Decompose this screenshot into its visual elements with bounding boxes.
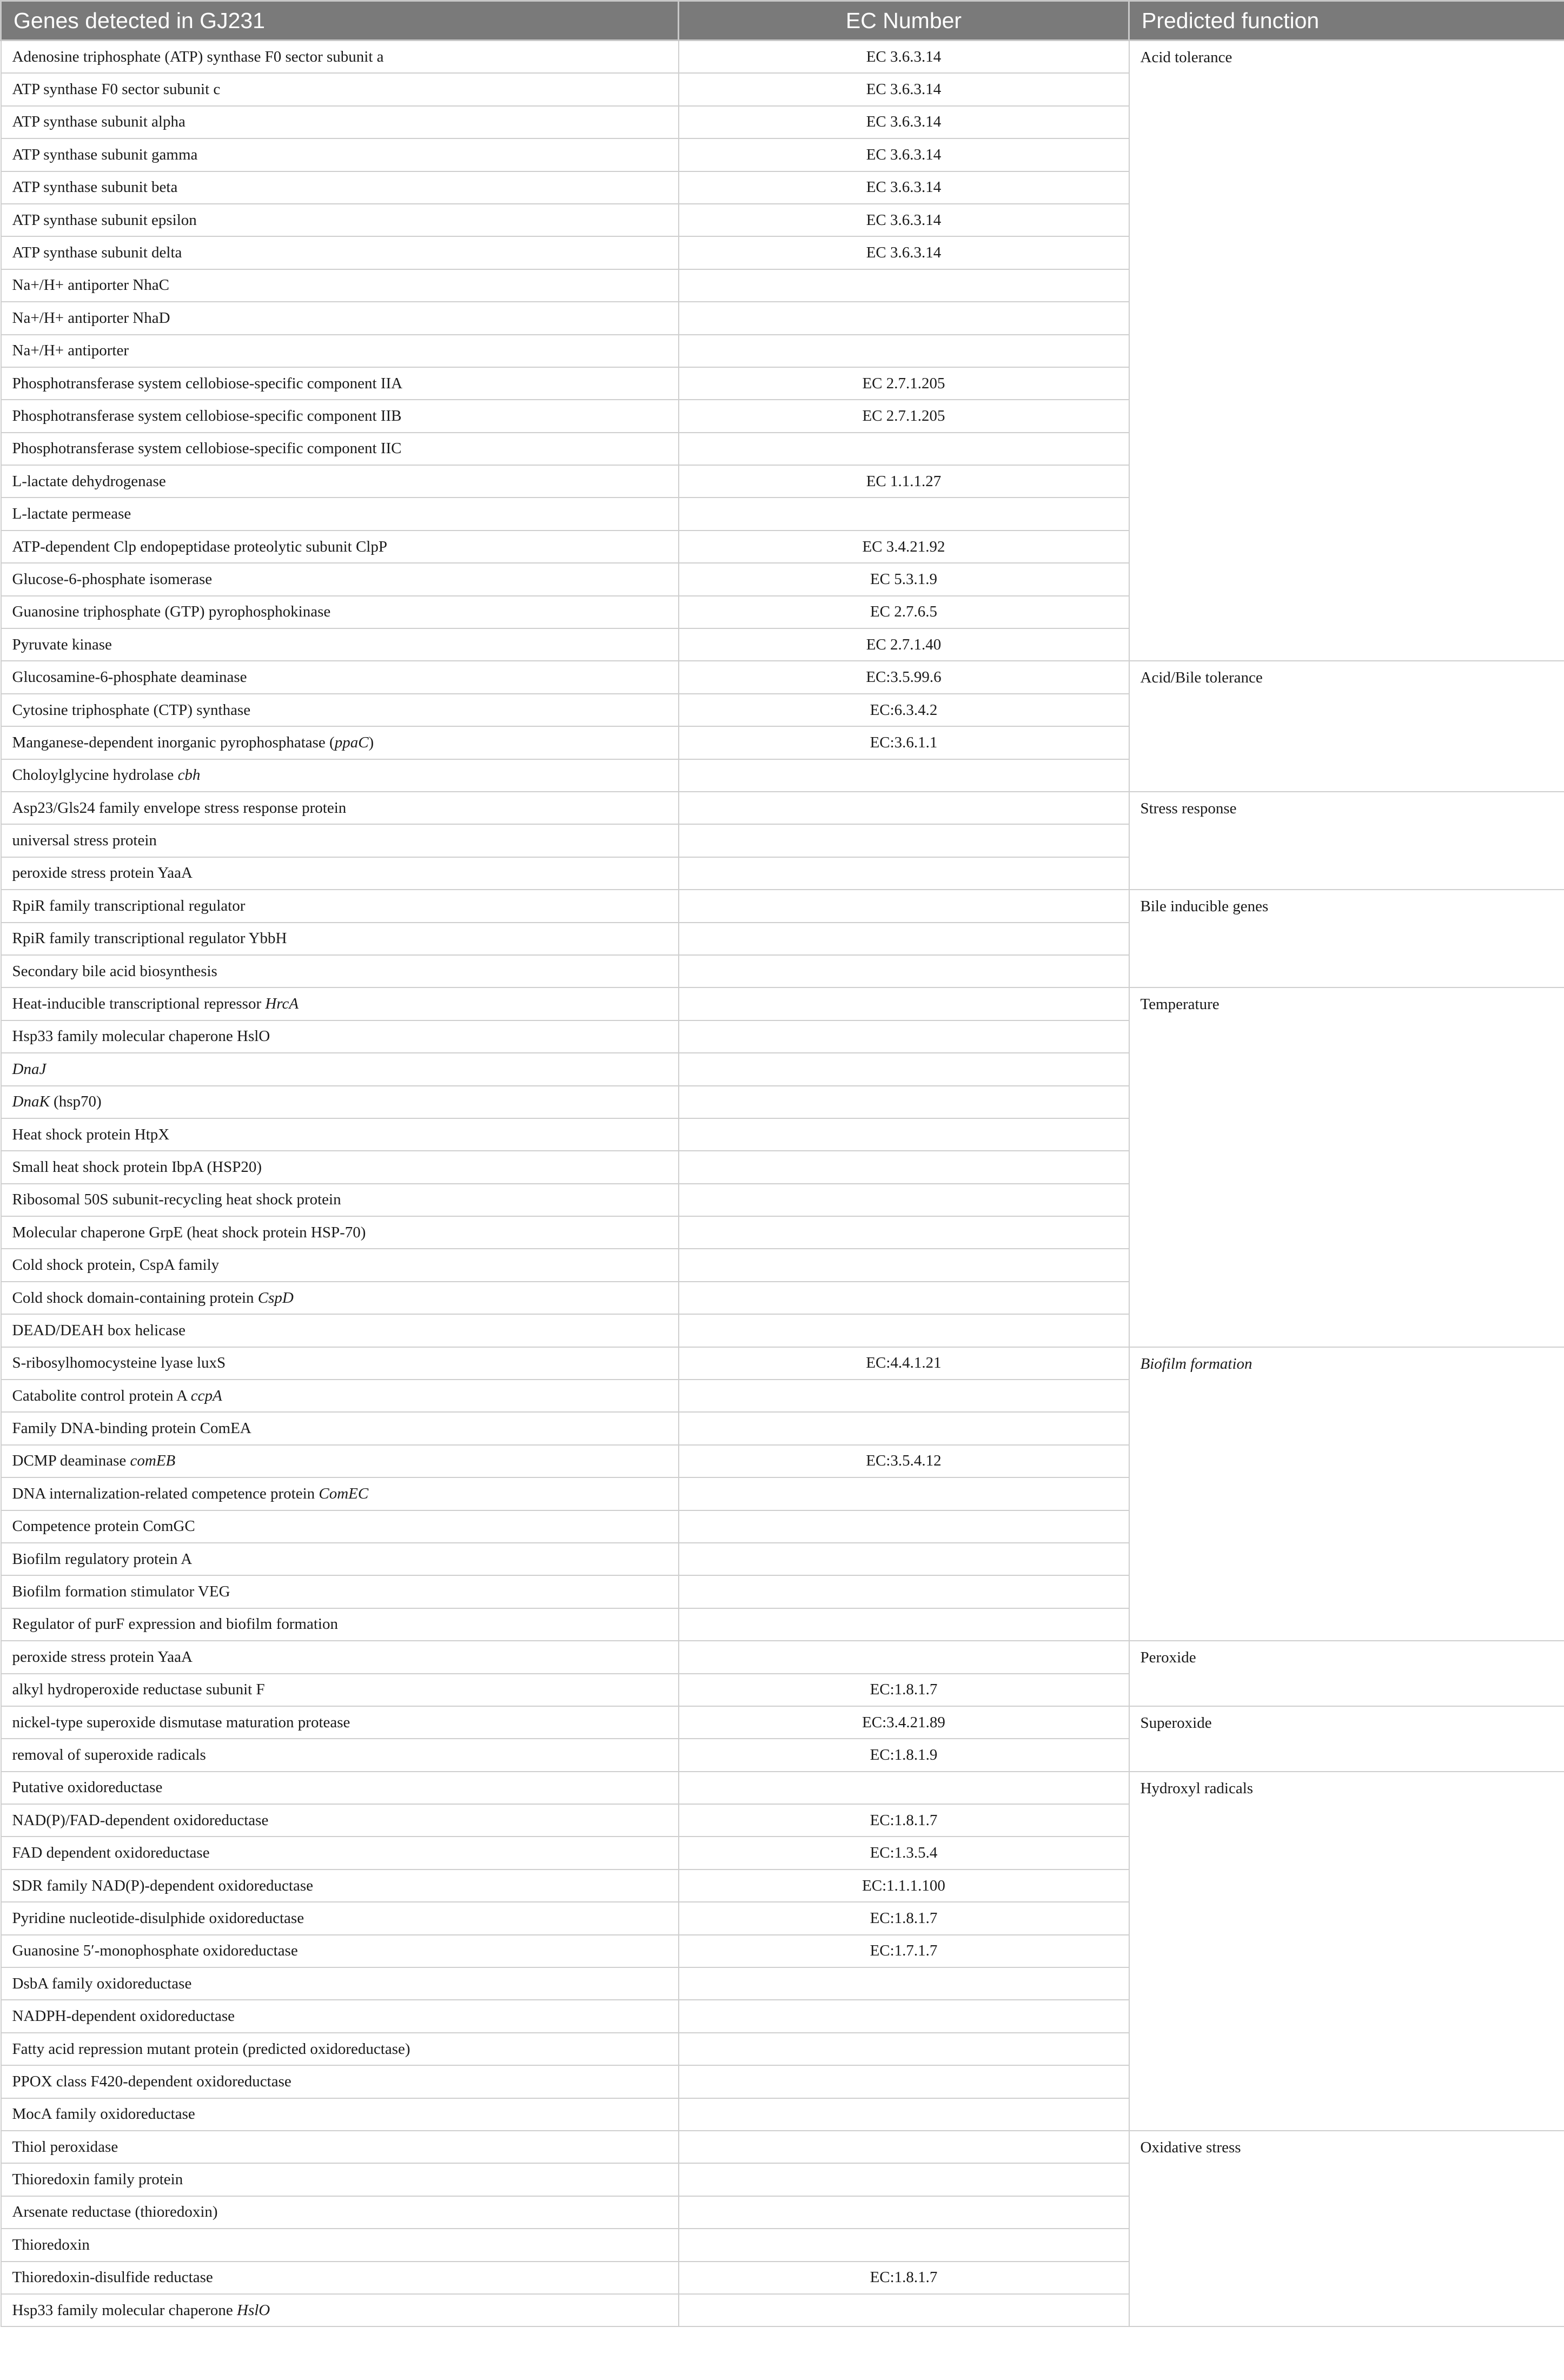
gene-name: Arsenate reductase (thioredoxin) — [12, 2203, 218, 2221]
gene-cell — [1, 1216, 679, 1249]
gene-name: Guanosine triphosphate (GTP) pyrophosphokinase — [12, 603, 331, 621]
ec-number-cell — [679, 1249, 1129, 1281]
gene-symbol: ppaC — [334, 733, 369, 751]
gene-name: Cytosine triphosphate (CTP) synthase — [12, 701, 251, 719]
gene-cell — [1, 367, 679, 400]
ec-number-cell — [679, 2098, 1129, 2131]
gene-cell — [1, 138, 679, 171]
gene-cell — [1, 1477, 679, 1510]
ec-number-cell — [679, 792, 1129, 824]
gene-cell — [1, 1772, 679, 1804]
gene-name: PPOX class F420-dependent oxidoreductase — [12, 2072, 291, 2090]
ec-number-cell — [679, 1608, 1129, 1641]
ec-number-cell — [679, 433, 1129, 465]
gene-name: Family DNA-binding protein ComEA — [12, 1420, 251, 1437]
gene-cell — [1, 824, 679, 857]
ec-number-cell — [679, 269, 1129, 302]
gene-name: Na+/H+ antiporter NhaD — [12, 309, 170, 327]
gene-name: alkyl hydroperoxide reductase subunit F — [12, 1681, 265, 1699]
gene-name: Cold shock domain-containing protein — [12, 1289, 258, 1307]
gene-name: Phosphotransferase system cellobiose-specific component IIA — [12, 374, 403, 392]
gene-name: Thiol peroxidase — [12, 2138, 118, 2156]
ec-number-cell: EC 3.6.3.14 — [679, 204, 1129, 236]
ec-number-cell — [679, 1282, 1129, 1314]
gene-name: Phosphotransferase system cellobiose-specific component IIB — [12, 407, 402, 425]
gene-cell — [1, 106, 679, 138]
gene-cell — [1, 204, 679, 236]
gene-cell — [1, 171, 679, 204]
ec-number-cell — [679, 1575, 1129, 1608]
gene-cell — [1, 1575, 679, 1608]
gene-name: ATP synthase subunit gamma — [12, 145, 198, 163]
ec-number-cell: EC 2.7.6.5 — [679, 596, 1129, 628]
gene-cell — [1, 1118, 679, 1151]
ec-number-cell: EC 2.7.1.205 — [679, 400, 1129, 432]
gene-cell — [1, 2262, 679, 2294]
gene-name: Phosphotransferase system cellobiose-specific component IIC — [12, 440, 402, 458]
gene-cell — [1, 759, 679, 792]
ec-number-cell: EC 5.3.1.9 — [679, 563, 1129, 595]
gene-cell — [1, 890, 679, 922]
table-row — [1, 1641, 1564, 1673]
ec-number-cell: EC 3.4.21.92 — [679, 531, 1129, 563]
ec-number-cell — [679, 759, 1129, 792]
ec-number-cell: EC:4.4.1.21 — [679, 1347, 1129, 1380]
gene-cell — [1, 628, 679, 661]
gene-name: MocA family oxidoreductase — [12, 2105, 195, 2123]
gene-cell — [1, 596, 679, 628]
gene-cell — [1, 1020, 679, 1053]
ec-number-cell — [679, 1641, 1129, 1673]
gene-name: ATP synthase subunit alpha — [12, 113, 185, 131]
gene-name: SDR family NAD(P)-dependent oxidoreductase — [12, 1877, 314, 1894]
gene-cell — [1, 1967, 679, 2000]
gene-cell — [1, 73, 679, 105]
ec-number-cell: EC:1.8.1.9 — [679, 1739, 1129, 1771]
table-row — [1, 1347, 1564, 1380]
gene-cell — [1, 1282, 679, 1314]
gene-symbol: comEB — [130, 1452, 176, 1470]
gene-name: Heat shock protein HtpX — [12, 1125, 170, 1143]
gene-name: universal stress protein — [12, 832, 157, 850]
predicted-function-cell: Acid/Bile tolerance — [1129, 661, 1564, 792]
ec-number-cell: EC 2.7.1.205 — [679, 367, 1129, 400]
gene-cell — [1, 792, 679, 824]
gene-name: RpiR family transcriptional regulator — [12, 897, 246, 914]
header-genes: Genes detected in GJ231 — [1, 1, 679, 41]
gene-cell — [1, 1641, 679, 1673]
ec-number-cell: EC:1.7.1.7 — [679, 1935, 1129, 1967]
predicted-function-cell: Biofilm formation — [1129, 1347, 1564, 1641]
ec-number-cell — [679, 1772, 1129, 1804]
ec-number-cell: EC 1.1.1.27 — [679, 465, 1129, 498]
table-row — [1, 987, 1564, 1020]
gene-cell — [1, 1086, 679, 1118]
gene-cell — [1, 433, 679, 465]
gene-cell — [1, 661, 679, 693]
gene-cell — [1, 2131, 679, 2163]
gene-cell — [1, 2033, 679, 2065]
ec-number-cell — [679, 2294, 1129, 2326]
ec-number-cell — [679, 2000, 1129, 2032]
gene-name: Thioredoxin — [12, 2236, 90, 2253]
gene-suffix: ) — [368, 733, 374, 751]
gene-name: DNA internalization-related competence protein — [12, 1484, 319, 1502]
gene-cell — [1, 2229, 679, 2261]
gene-name: ATP synthase subunit beta — [12, 178, 178, 196]
gene-cell — [1, 400, 679, 432]
ec-number-cell — [679, 2229, 1129, 2261]
ec-number-cell — [679, 923, 1129, 955]
ec-number-cell: EC 2.7.1.40 — [679, 628, 1129, 661]
predicted-function-cell: Oxidative stress — [1129, 2131, 1564, 2326]
ec-number-cell: EC:6.3.4.2 — [679, 694, 1129, 726]
predicted-function-cell: Bile inducible genes — [1129, 890, 1564, 987]
ec-number-cell — [679, 857, 1129, 890]
ec-number-cell — [679, 2131, 1129, 2163]
gene-name: Na+/H+ antiporter NhaC — [12, 276, 169, 294]
gene-cell — [1, 1445, 679, 1477]
ec-number-cell — [679, 1510, 1129, 1543]
gene-cell — [1, 1674, 679, 1706]
gene-cell — [1, 2098, 679, 2131]
ec-number-cell — [679, 1543, 1129, 1575]
gene-name: FAD dependent oxidoreductase — [12, 1844, 210, 1862]
gene-name: ATP-dependent Clp endopeptidase proteolytic subunit ClpP — [12, 538, 387, 555]
ec-number-cell — [679, 824, 1129, 857]
gene-name: L-lactate dehydrogenase — [12, 472, 166, 490]
ec-number-cell — [679, 1477, 1129, 1510]
gene-symbol: ccpA — [190, 1387, 222, 1404]
ec-number-cell: EC:3.5.99.6 — [679, 661, 1129, 693]
gene-cell — [1, 563, 679, 595]
gene-cell — [1, 1412, 679, 1444]
gene-name: Small heat shock protein IbpA (HSP20) — [12, 1158, 262, 1176]
gene-cell — [1, 1739, 679, 1771]
ec-number-cell — [679, 1151, 1129, 1183]
ec-number-cell: EC:1.8.1.7 — [679, 1674, 1129, 1706]
ec-number-cell: EC 3.6.3.14 — [679, 171, 1129, 204]
table-row — [1, 41, 1564, 74]
table-row — [1, 890, 1564, 922]
gene-cell — [1, 2294, 679, 2326]
gene-name: nickel-type superoxide dismutase maturation protease — [12, 1713, 350, 1731]
gene-name: Adenosine triphosphate (ATP) synthase F0 sector subunit a — [12, 48, 384, 65]
ec-number-cell: EC:3.6.1.1 — [679, 726, 1129, 759]
table-row — [1, 2131, 1564, 2163]
gene-symbol: cbh — [177, 766, 201, 784]
gene-cell — [1, 694, 679, 726]
ec-number-cell: EC:1.8.1.7 — [679, 1902, 1129, 1934]
gene-cell — [1, 2065, 679, 2098]
gene-cell — [1, 2000, 679, 2032]
ec-number-cell — [679, 1020, 1129, 1053]
header-predicted-function: Predicted function — [1129, 1, 1564, 41]
gene-cell — [1, 1543, 679, 1575]
ec-number-cell — [679, 987, 1129, 1020]
ec-number-cell: EC 3.6.3.14 — [679, 236, 1129, 269]
ec-number-cell — [679, 2033, 1129, 2065]
ec-number-cell: EC 3.6.3.14 — [679, 73, 1129, 105]
ec-number-cell — [679, 890, 1129, 922]
predicted-function-cell: Peroxide — [1129, 1641, 1564, 1706]
gene-name: ATP synthase F0 sector subunit c — [12, 81, 221, 98]
gene-name: Pyridine nucleotide-disulphide oxidoreductase — [12, 1909, 304, 1927]
gene-cell — [1, 1151, 679, 1183]
ec-number-cell — [679, 2065, 1129, 2098]
gene-name: Manganese-dependent inorganic pyrophosphatase ( — [12, 733, 335, 751]
gene-name: Hsp33 family molecular chaperone — [12, 2301, 237, 2319]
gene-name: Thioredoxin-disulfide reductase — [12, 2269, 213, 2286]
gene-cell — [1, 987, 679, 1020]
ec-number-cell: EC 3.6.3.14 — [679, 41, 1129, 74]
gene-cell — [1, 1837, 679, 1869]
table-body — [1, 41, 1564, 2327]
gene-name: Ribosomal 50S subunit-recycling heat shock protein — [12, 1191, 341, 1209]
gene-cell — [1, 465, 679, 498]
gene-name: DCMP deaminase — [12, 1452, 130, 1470]
ec-number-cell: EC:3.4.21.89 — [679, 1706, 1129, 1739]
header-row — [1, 1, 1564, 41]
gene-cell — [1, 1608, 679, 1641]
gene-cell — [1, 1902, 679, 1934]
gene-cell — [1, 1314, 679, 1347]
predicted-function-cell: Hydroxyl radicals — [1129, 1772, 1564, 2131]
gene-name: ATP synthase subunit epsilon — [12, 211, 197, 229]
predicted-function-cell: Temperature — [1129, 987, 1564, 1347]
ec-number-cell — [679, 1314, 1129, 1347]
ec-number-cell — [679, 1184, 1129, 1216]
gene-name: Glucose-6-phosphate isomerase — [12, 570, 213, 588]
gene-cell — [1, 1706, 679, 1739]
gene-cell — [1, 726, 679, 759]
ec-number-cell: EC 3.6.3.14 — [679, 106, 1129, 138]
gene-symbol: DnaJ — [12, 1060, 47, 1078]
gene-cell — [1, 1935, 679, 1967]
table-row — [1, 1772, 1564, 1804]
ec-number-cell — [679, 1086, 1129, 1118]
ec-number-cell — [679, 302, 1129, 334]
gene-name: Molecular chaperone GrpE (heat shock protein HSP-70) — [12, 1223, 366, 1241]
ec-number-cell — [679, 1216, 1129, 1249]
gene-cell — [1, 955, 679, 987]
gene-name: Na+/H+ antiporter — [12, 342, 129, 360]
gene-name: peroxide stress protein YaaA — [12, 864, 193, 882]
gene-name: Thioredoxin family protein — [12, 2171, 183, 2189]
gene-cell — [1, 1804, 679, 1837]
gene-name: NADPH-dependent oxidoreductase — [12, 2007, 235, 2025]
gene-name: Pyruvate kinase — [12, 635, 112, 653]
gene-cell — [1, 1249, 679, 1281]
gene-cell — [1, 2196, 679, 2229]
gene-name: Choloylglycine hydrolase — [12, 766, 178, 784]
gene-name: Regulator of purF expression and biofilm formation — [12, 1615, 338, 1633]
gene-symbol: ComEC — [319, 1484, 369, 1502]
gene-name: L-lactate permease — [12, 505, 131, 523]
ec-number-cell — [679, 498, 1129, 530]
ec-number-cell: EC:1.8.1.7 — [679, 1804, 1129, 1837]
gene-name: Asp23/Gls24 family envelope stress response protein — [12, 799, 347, 817]
gene-name: Heat-inducible transcriptional repressor — [12, 995, 266, 1013]
ec-number-cell — [679, 1053, 1129, 1085]
ec-number-cell — [679, 335, 1129, 367]
gene-cell — [1, 236, 679, 269]
table-row — [1, 1706, 1564, 1739]
gene-cell — [1, 335, 679, 367]
ec-number-cell: EC:1.3.5.4 — [679, 1837, 1129, 1869]
gene-cell — [1, 923, 679, 955]
gene-cell — [1, 1869, 679, 1902]
gene-cell — [1, 1347, 679, 1380]
ec-number-cell — [679, 1412, 1129, 1444]
predicted-function-cell: Stress response — [1129, 792, 1564, 890]
gene-cell — [1, 2163, 679, 2196]
gene-name: Cold shock protein, CspA family — [12, 1256, 220, 1274]
ec-number-cell — [679, 1118, 1129, 1151]
gene-name: Competence protein ComGC — [12, 1517, 195, 1535]
header-ec-number: EC Number — [679, 1, 1129, 41]
gene-name: Secondary bile acid biosynthesis — [12, 962, 217, 980]
gene-cell — [1, 1184, 679, 1216]
gene-symbol: HslO — [237, 2301, 270, 2319]
gene-cell — [1, 531, 679, 563]
ec-number-cell: EC:1.8.1.7 — [679, 2262, 1129, 2294]
gene-cell — [1, 1053, 679, 1085]
predicted-function-cell: Acid tolerance — [1129, 41, 1564, 661]
gene-symbol: HrcA — [265, 995, 299, 1013]
gene-name: DsbA family oxidoreductase — [12, 1974, 192, 1992]
gene-suffix: (hsp70) — [49, 1093, 102, 1111]
ec-number-cell — [679, 955, 1129, 987]
table-row — [1, 792, 1564, 824]
gene-name: Glucosamine-6-phosphate deaminase — [12, 668, 247, 686]
ec-number-cell: EC 3.6.3.14 — [679, 138, 1129, 171]
table-row — [1, 661, 1564, 693]
gene-cell — [1, 498, 679, 530]
gene-name: Fatty acid repression mutant protein (predicted oxidoreductase) — [12, 2040, 410, 2058]
gene-name: Biofilm formation stimulator VEG — [12, 1583, 230, 1601]
gene-cell — [1, 302, 679, 334]
gene-symbol: DnaK — [12, 1093, 50, 1111]
gene-name: ATP synthase subunit delta — [12, 244, 182, 262]
predicted-function-cell: Superoxide — [1129, 1706, 1564, 1772]
ec-number-cell — [679, 2163, 1129, 2196]
gene-name: NAD(P)/FAD-dependent oxidoreductase — [12, 1811, 269, 1829]
gene-name: Guanosine 5′-monophosphate oxidoreductase — [12, 1942, 298, 1960]
gene-name: Biofilm regulatory protein A — [12, 1550, 193, 1568]
gene-name: RpiR family transcriptional regulator YbbH — [12, 930, 287, 947]
gene-cell — [1, 1510, 679, 1543]
gene-cell — [1, 41, 679, 74]
ec-number-cell: EC:1.1.1.100 — [679, 1869, 1129, 1902]
ec-number-cell — [679, 1967, 1129, 2000]
gene-name: Hsp33 family molecular chaperone HslO — [12, 1027, 270, 1045]
gene-name: removal of superoxide radicals — [12, 1746, 206, 1764]
gene-name: peroxide stress protein YaaA — [12, 1648, 193, 1666]
ec-number-cell — [679, 1380, 1129, 1412]
ec-number-cell — [679, 2196, 1129, 2229]
gene-cell — [1, 269, 679, 302]
gene-name: Catabolite control protein A — [12, 1387, 191, 1404]
gene-cell — [1, 1380, 679, 1412]
gene-cell — [1, 857, 679, 890]
ec-number-cell: EC:3.5.4.12 — [679, 1445, 1129, 1477]
gene-name: Putative oxidoreductase — [12, 1779, 163, 1796]
gene-symbol: CspD — [257, 1289, 294, 1307]
gene-name: S-ribosylhomocysteine lyase luxS — [12, 1354, 226, 1372]
gene-name: DEAD/DEAH box helicase — [12, 1321, 186, 1339]
